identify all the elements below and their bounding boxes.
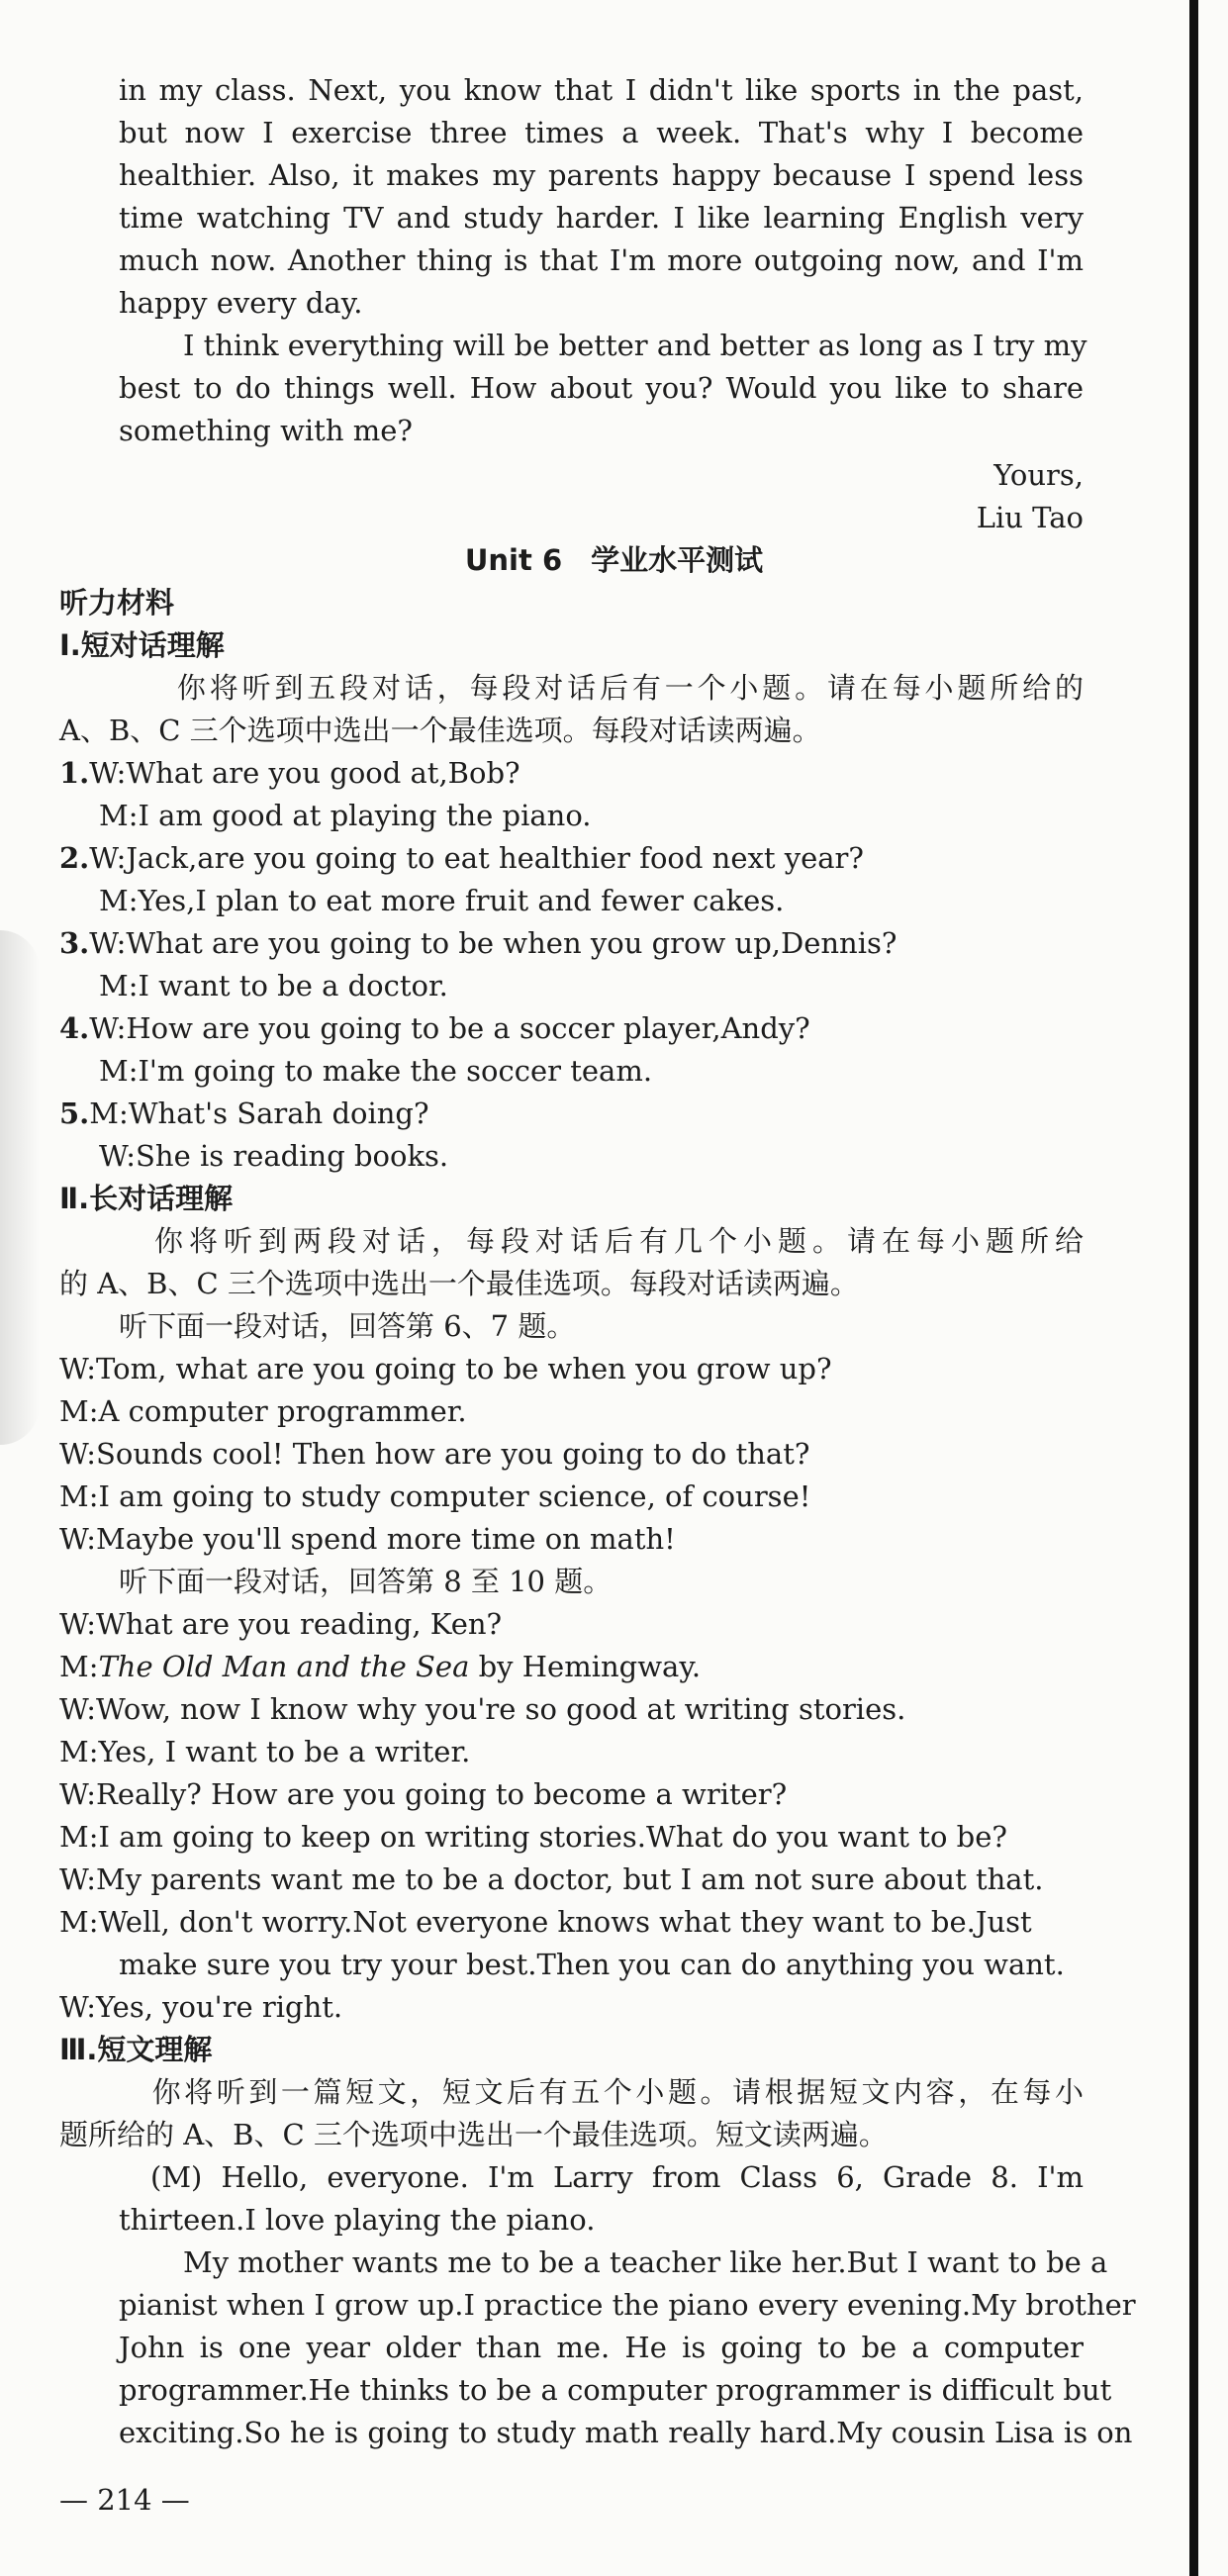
dialogue-line: M:Yes, I want to be a writer. xyxy=(59,1735,471,1768)
letter-line: time watching TV and study harder. I like learning English very xyxy=(119,201,1084,235)
question-number: 2. xyxy=(59,841,90,875)
section-heading: Ⅱ.长对话理解 xyxy=(59,1182,234,1215)
dialogue-line: 4.W:How are you going to be a soccer player,Andy? xyxy=(59,1011,810,1045)
passage-line: (M) Hello, everyone. I'm Larry from Class 6, Grade 8. I'm xyxy=(150,2160,1084,2194)
dialogue-line: W:Wow, now I know why you're so good at writing stories. xyxy=(59,1692,906,1726)
dialogue-line: M:Well, don't worry.Not everyone knows what they want to be.Just xyxy=(59,1905,1032,1939)
dialogue-line: 3.W:What are you going to be when you grow up,Dennis? xyxy=(59,926,897,960)
page-curl-shadow xyxy=(0,930,40,1445)
instruction-line: 的 A、B、C 三个选项中选出一个最佳选项。每段对话读两遍。 xyxy=(59,1267,859,1300)
dialogue-line: 1.W:What are you good at,Bob? xyxy=(59,756,520,790)
section-heading: Ⅲ.短文理解 xyxy=(59,2033,213,2066)
letter-closing: Yours, xyxy=(993,458,1084,492)
passage-line: exciting.So he is going to study math really hard.My cousin Lisa is on xyxy=(119,2416,1133,2449)
dialogue-line: M:The Old Man and the Sea by Hemingway. xyxy=(59,1650,702,1683)
dialogue-line: M:I am good at playing the piano. xyxy=(99,799,592,832)
section-heading: Ⅰ.短对话理解 xyxy=(59,628,225,662)
letter-line: I think everything will be better and better as long as I try my xyxy=(183,329,1087,362)
passage-line: John is one year older than me. He is going to be a computer xyxy=(119,2331,1084,2364)
question-number: 4. xyxy=(59,1011,90,1045)
dialogue-line: M:A computer programmer. xyxy=(59,1394,467,1428)
instruction-line: 你将听到五段对话，每段对话后有一个小题。请在每小题所给的 xyxy=(173,671,1084,705)
passage-line: thirteen.I love playing the piano. xyxy=(119,2203,596,2237)
instruction-line: 题所给的 A、B、C 三个选项中选出一个最佳选项。短文读两遍。 xyxy=(59,2118,888,2151)
dialogue-intro: 听下面一段对话，回答第 6、7 题。 xyxy=(119,1309,576,1343)
letter-line: in my class. Next, you know that I didn't like sports in the past, xyxy=(119,73,1084,107)
letter-line: something with me? xyxy=(119,414,413,447)
passage-line: pianist when I grow up.I practice the piano every evening.My brother xyxy=(119,2288,1136,2322)
dialogue-intro: 听下面一段对话，回答第 8 至 10 题。 xyxy=(119,1565,613,1598)
dialogue-line: M:Yes,I plan to eat more fruit and fewer cakes. xyxy=(99,884,785,917)
instruction-line: 你将听到两段对话，每段对话后有几个小题。请在每小题所给 xyxy=(148,1224,1084,1258)
dialogue-line: W:My parents want me to be a doctor, but I am not sure about that. xyxy=(59,1862,1044,1896)
letter-line: much now. Another thing is that I'm more outgoing now, and I'm xyxy=(119,243,1084,277)
question-number: 3. xyxy=(59,926,90,960)
listening-heading: 听力材料 xyxy=(59,586,175,620)
dialogue-line: M:I want to be a doctor. xyxy=(99,969,448,1002)
dialogue-line: make sure you try your best.Then you can do anything you want. xyxy=(119,1948,1065,1981)
dialogue-line: W:What are you reading, Ken? xyxy=(59,1607,503,1641)
letter-line: best to do things well. How about you? Would you like to share xyxy=(119,371,1084,405)
passage-line: programmer.He thinks to be a computer programmer is difficult but xyxy=(119,2373,1112,2407)
page-number: — 214 — xyxy=(59,2483,190,2517)
dialogue-line: W:Yes, you're right. xyxy=(59,1990,343,2024)
question-number: 5. xyxy=(59,1097,90,1130)
dialogue-line: 5.M:What's Sarah doing? xyxy=(59,1097,429,1130)
letter-line: but now I exercise three times a week. That's why I become xyxy=(119,116,1084,149)
page-edge-bar xyxy=(1189,0,1198,2576)
unit-title: Unit 6 学业水平测试 xyxy=(464,543,764,577)
book-title: The Old Man and the Sea xyxy=(98,1650,470,1683)
dialogue-line: M:I am going to study computer science, of course! xyxy=(59,1479,811,1513)
dialogue-line: M:I'm going to make the soccer team. xyxy=(99,1054,653,1088)
passage-line: My mother wants me to be a teacher like her.But I want to be a xyxy=(183,2245,1108,2279)
question-number: 1. xyxy=(59,756,90,790)
dialogue-line: W:Sounds cool! Then how are you going to do that? xyxy=(59,1437,810,1471)
instruction-line: 你将听到一篇短文，短文后有五个小题。请根据短文内容，在每小 xyxy=(148,2075,1084,2109)
dialogue-line: M:I am going to keep on writing stories.What do you want to be? xyxy=(59,1820,1007,1854)
letter-signature: Liu Tao xyxy=(976,501,1084,534)
dialogue-line: W:Maybe you'll spend more time on math! xyxy=(59,1522,676,1556)
dialogue-line: W:Really? How are you going to become a writer? xyxy=(59,1777,788,1811)
dialogue-line: W:Tom, what are you going to be when you grow up? xyxy=(59,1352,832,1385)
letter-line: happy every day. xyxy=(119,286,363,320)
letter-line: healthier. Also, it makes my parents happy because I spend less xyxy=(119,158,1084,192)
dialogue-line: 2.W:Jack,are you going to eat healthier food next year? xyxy=(59,841,864,875)
instruction-line: A、B、C 三个选项中选出一个最佳选项。每段对话读两遍。 xyxy=(59,714,821,747)
dialogue-line: W:She is reading books. xyxy=(99,1139,449,1173)
